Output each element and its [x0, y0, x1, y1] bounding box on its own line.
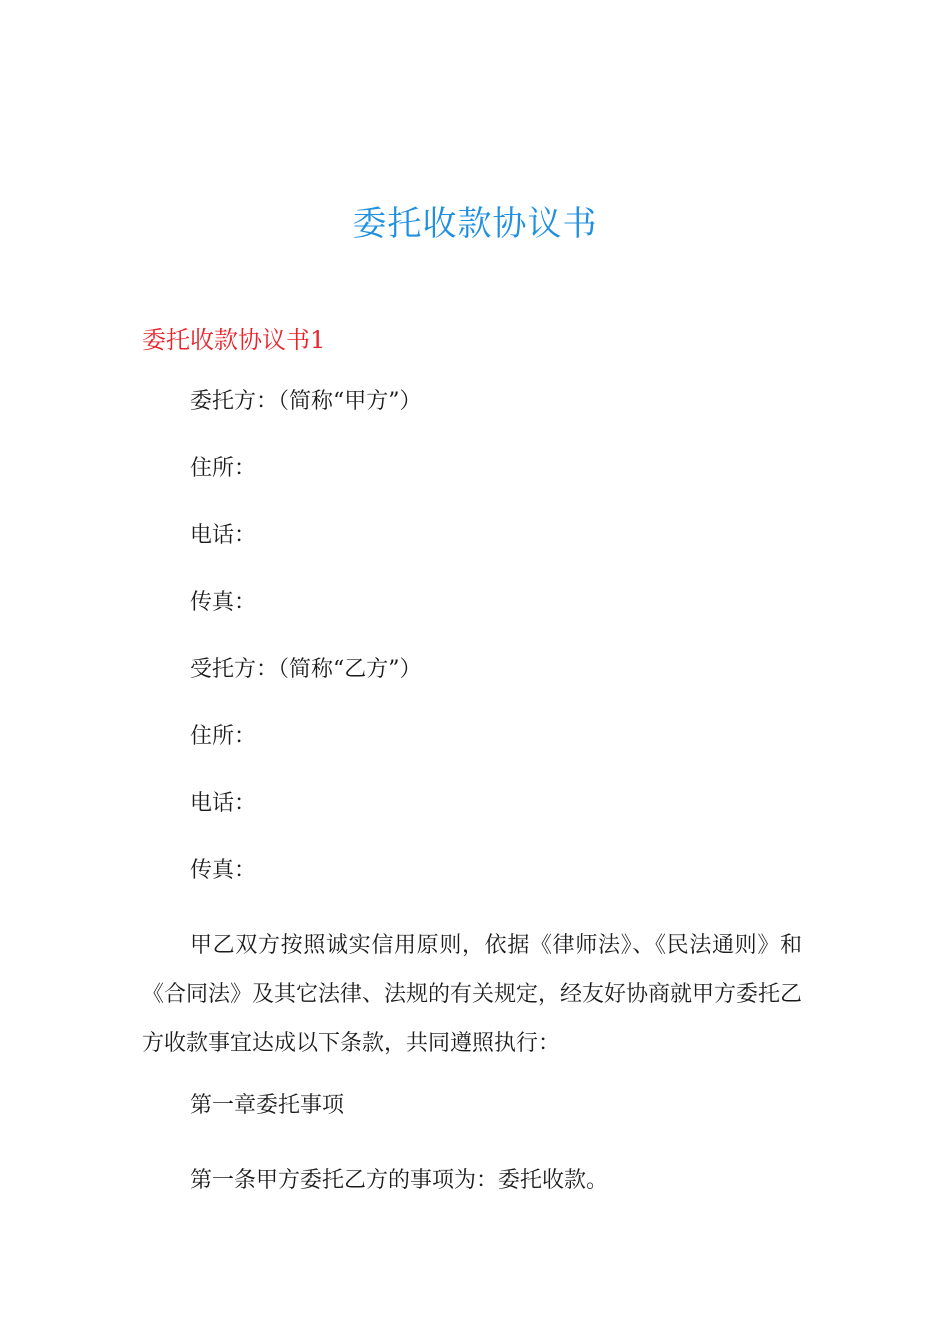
party-b-fax: 传真：	[190, 858, 257, 883]
party-a-fax: 传真：	[190, 590, 257, 615]
party-b-label: 受托方：（简称“乙方”）	[190, 657, 422, 682]
party-a-phone: 电话：	[190, 523, 257, 548]
article-1: 第一条甲方委托乙方的事项为：委托收款。	[190, 1168, 609, 1193]
party-b-address: 住所：	[190, 724, 257, 749]
intro-paragraph: 甲乙双方按照诚实信用原则，依据《律师法》、《民法通则》和《合同法》及其它法律、法规的有关规定，经友好协商就甲方委托乙方收款事宜达成以下条款，共同遵照执行：	[142, 933, 803, 1056]
party-a-address: 住所：	[190, 456, 257, 481]
party-a-label: 委托方：（简称“甲方”）	[190, 389, 422, 414]
section-heading: 委托收款协议书1	[142, 326, 326, 354]
chapter-1-title: 第一章委托事项	[190, 1093, 345, 1118]
party-b-phone: 电话：	[190, 791, 257, 816]
document-title: 委托收款协议书	[352, 204, 598, 244]
